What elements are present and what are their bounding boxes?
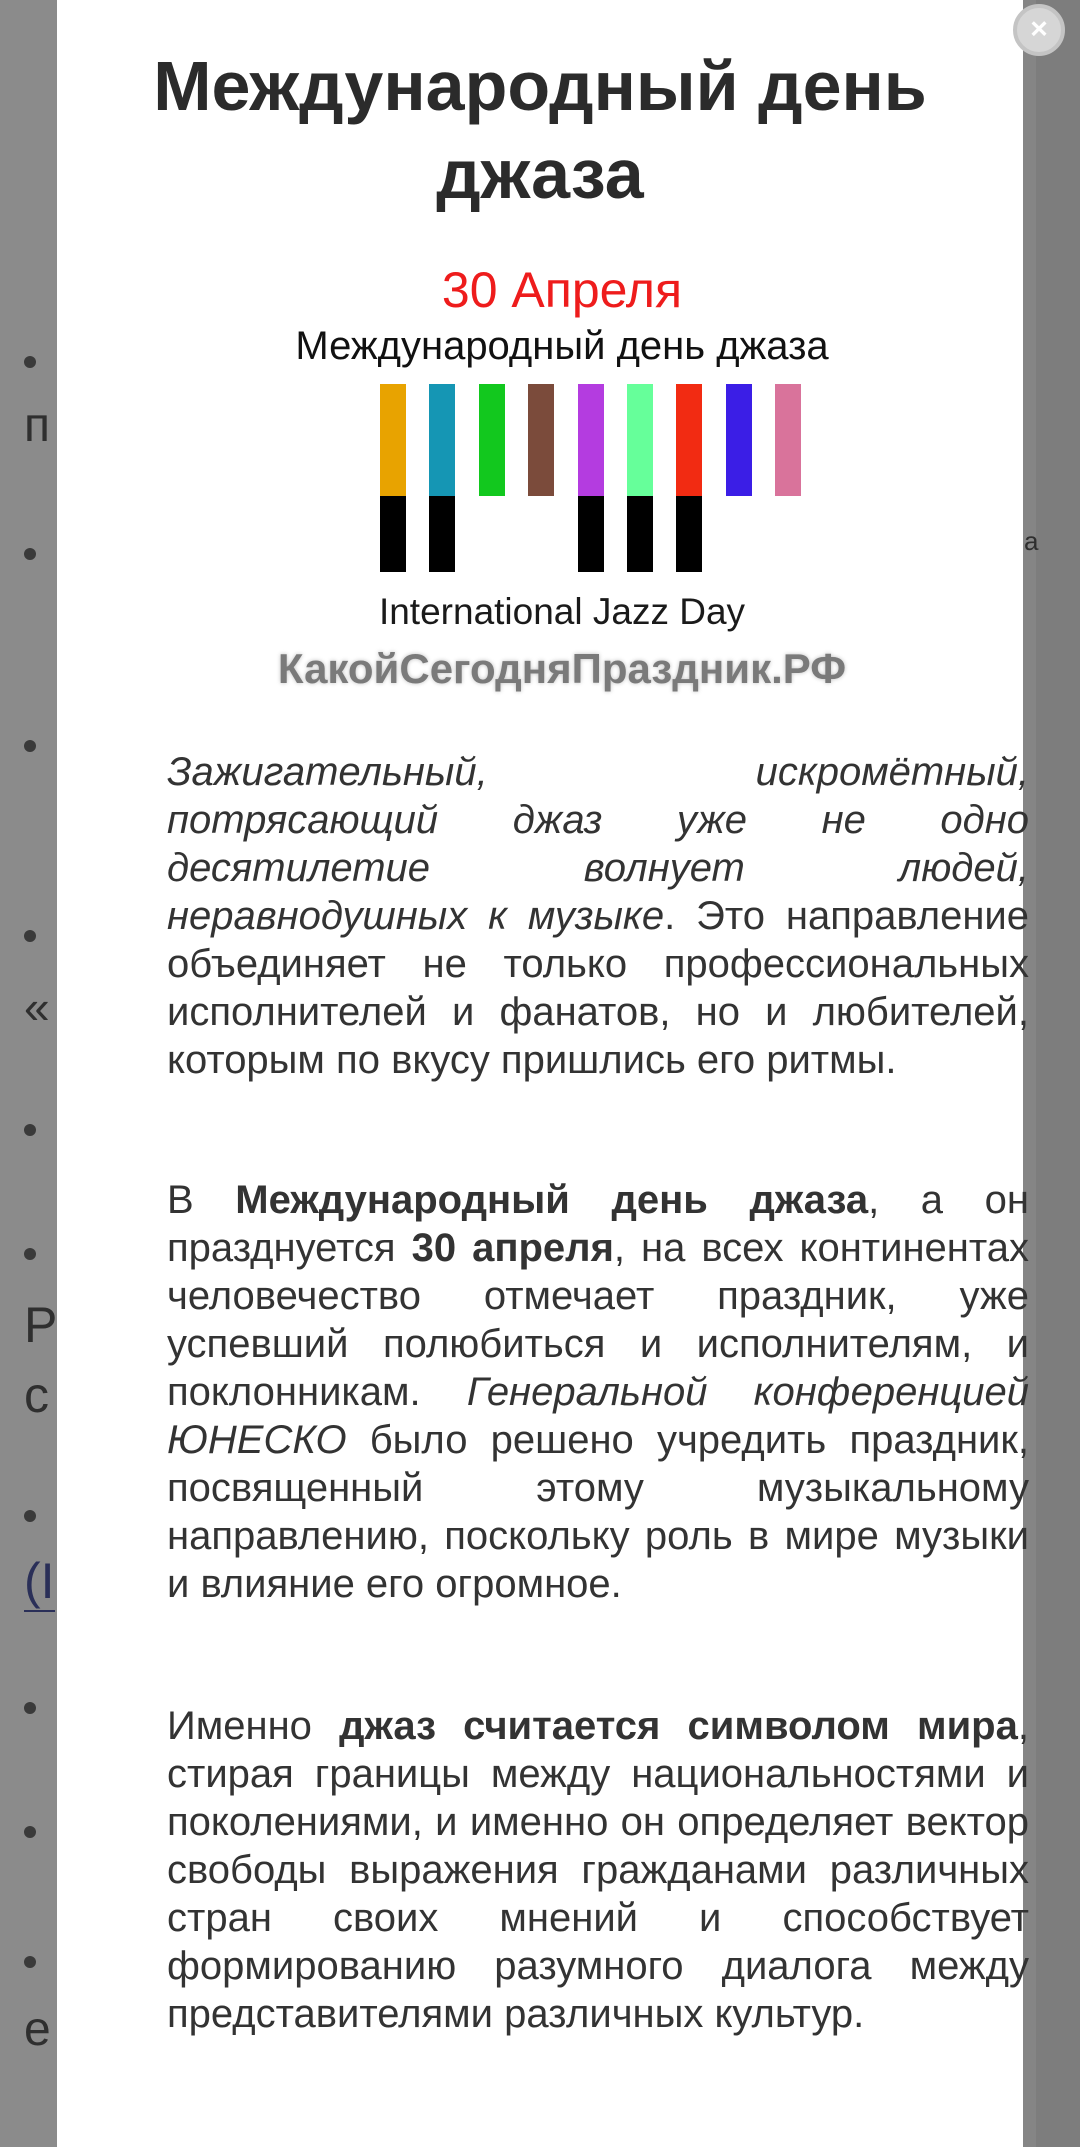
poster-english-title: International Jazz Day: [378, 591, 746, 632]
background-bullet: [24, 1956, 36, 1968]
background-bullet: [24, 740, 36, 752]
paragraph-2-text: , а он празднуется: [167, 1178, 1029, 1270]
piano-key-color: [578, 384, 604, 496]
background-bullet: [24, 1826, 36, 1838]
piano-key-color: [479, 384, 505, 496]
article-paragraph-3: [167, 1702, 1029, 2038]
piano-key-black: [676, 496, 702, 572]
background-bullet: [24, 1702, 36, 1714]
holiday-modal: [57, 0, 1048, 2147]
background-bullet: [24, 930, 36, 942]
background-text-fragment: Р: [24, 1297, 58, 1353]
background-bullet: [24, 1510, 36, 1522]
background-link-fragment: (I: [24, 1552, 55, 1612]
paragraph-2-text: было решено учредить праздник, посвященный этому музыкальному направлению, поскольку роль в мире музыки и влияние его огромное.: [167, 1418, 1029, 1606]
paragraph-2-bold-date: 30 апреля: [411, 1226, 614, 1270]
piano-key-color: [627, 384, 653, 496]
background-scroll-track: [1036, 0, 1080, 2147]
paragraph-2-text: В: [167, 1178, 236, 1222]
piano-key-color: [380, 384, 406, 496]
paragraph-3-bold: джаз считается символом мира: [339, 1704, 1018, 1748]
piano-key-black: [380, 496, 406, 572]
article-paragraph-1: [167, 748, 1029, 1084]
background-text-fragment: а: [1024, 526, 1039, 556]
paragraph-3-text: Именно: [167, 1704, 340, 1748]
poster-site-watermark: КакойСегодняПраздник.РФ: [277, 645, 847, 692]
background-text-fragment: е: [24, 2003, 51, 2056]
paragraph-2-bold-holiday: Международный день джаза: [235, 1178, 869, 1222]
background-text-fragment: с: [24, 1367, 49, 1423]
close-circle-icon: ×: [1030, 12, 1048, 46]
jazz-day-poster: [212, 262, 912, 712]
paragraph-1-text: . Это направление объединяет не только профессиональных исполнителей и фанатов, но и любителей, которым по вкусу пришлись его ритмы.: [167, 894, 1029, 1082]
modal-title: Международный день джаза: [153, 47, 927, 213]
paragraph-2-italic-unesco: Генеральной конференцией ЮНЕСКО: [167, 1370, 1029, 1462]
background-bullet: [24, 548, 36, 560]
piano-key-color: [726, 384, 752, 496]
article-paragraph-2: [167, 1176, 1029, 1608]
paragraph-1-italic: Зажигательный, искромётный, потрясающий джаз уже не одно десятилетие волнует людей, неравнодушных к музыке: [167, 750, 1029, 938]
piano-key-black: [578, 496, 604, 572]
background-text-fragment: «: [24, 981, 50, 1033]
poster-date: 30 Апреля: [441, 262, 683, 318]
poster-subtitle: Международный день джаза: [295, 324, 829, 368]
background-bullet: [24, 1248, 36, 1260]
piano-key-black: [627, 496, 653, 572]
background-bullet: [24, 1124, 36, 1136]
piano-key-color: [528, 384, 554, 496]
background-text-fragment: п: [24, 399, 50, 452]
piano-key-color: [676, 384, 702, 496]
piano-key-color: [429, 384, 455, 496]
paragraph-3-text: , стирая границы между национальностями и поколениями, и именно он определяет вектор свободы выражения гражданами различных стран своих мнений и способствует формированию разумного диалога между представителями различных культур.: [167, 1704, 1029, 2036]
paragraph-2-text: , на всех континентах человечество отмечает праздник, уже успевший полюбиться и исполнителям, и поклонникам.: [167, 1226, 1029, 1414]
background-bullet: [24, 356, 36, 368]
piano-key-color: [775, 384, 801, 496]
piano-key-black: [429, 496, 455, 572]
